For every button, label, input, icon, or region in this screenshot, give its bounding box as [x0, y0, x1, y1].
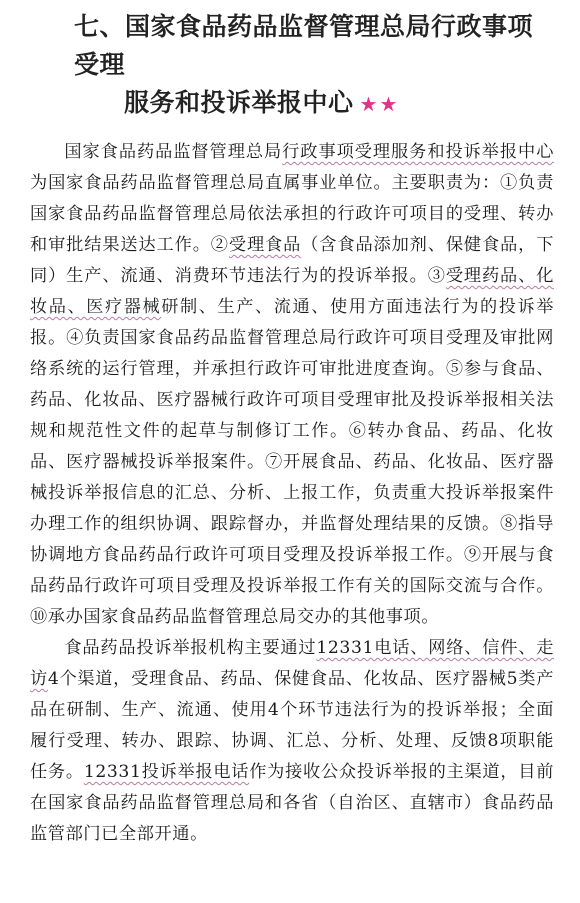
underlined-text-run: 受理药品、化妆品、医疗器械 — [30, 266, 554, 317]
text-run: 食品药品投诉举报机构主要通过 — [64, 638, 317, 658]
text-run: 为国家食品药品监督管理总局直属事业单位。主要职责为：①负责国家食品药品监督管理总局依法承担的行政许可项目的受理、转办和审批结果送达工作。② — [30, 173, 554, 255]
text-run: 国家食品药品监督管理总局 — [64, 142, 283, 162]
text-run: 研制、生产、流通、使用方面违法行为的投诉举报。④负责国家食品药品监督管理总局行政许可项目受理及审批网络系统的运行管理，并承担行政许可审批进度查询。⑤参与食品、药品、化妆品、医疗器械行政许可项目受理审批及投诉举报相关法规和规范性文件的起草与制修订工作。⑥转办食品、药品、化妆品、医疗器械投诉举报案件。⑦开展食品、药品、化妆品、医疗器械投诉举报信息的汇总、分析、上报工作，负责重大投诉举报案件办理工作的组织协调、跟踪督办，并监督处理结果的反馈。⑧指导协调地方食品药品行政许可项目受理及投诉举报工作。⑨开展与食品药品行政许可项目受理及投诉举报工作有关的国际交流与合作。⑩承办国家食品药品监督管理总局交办的其他事项。 — [30, 297, 555, 627]
text-run: 4个渠道，受理食品、药品、保健食品、化妆品、医疗器械5类产品在研制、生产、流通、使用4个环节违法行为的投诉举报；全面履行受理、转办、跟踪、协调、汇总、分析、处理、反馈8项职能任务。 — [30, 669, 554, 782]
underlined-text-run: 12331电话、网络、信件、走访 — [30, 638, 554, 689]
underlined-text-run: 行政事项受理服务和投诉举报中心 — [282, 142, 554, 162]
underlined-text-run: 受理食品 — [228, 235, 302, 255]
text-run: 作为接收公众投诉举报的主渠道，目前在国家食品药品监督管理总局和各省（自治区、直辖市）食品药品监管部门已全部开通。 — [30, 762, 554, 844]
underlined-text-run: 12331投诉举报电话 — [83, 762, 250, 782]
text-run: （含食品添加剂、保健食品，下同）生产、流通、消费环节违法行为的投诉举报。③ — [30, 235, 555, 286]
star-rating-icon: ★★ — [359, 92, 400, 116]
heading-line-1: 七、国家食品药品监督管理总局行政事项受理 — [74, 12, 534, 79]
heading-line-2 — [30, 84, 554, 123]
paragraph-1 — [30, 137, 554, 633]
section-heading — [30, 8, 554, 123]
paragraph-2 — [30, 633, 554, 850]
heading-line-2-text: 服务和投诉举报中心 — [124, 88, 354, 117]
